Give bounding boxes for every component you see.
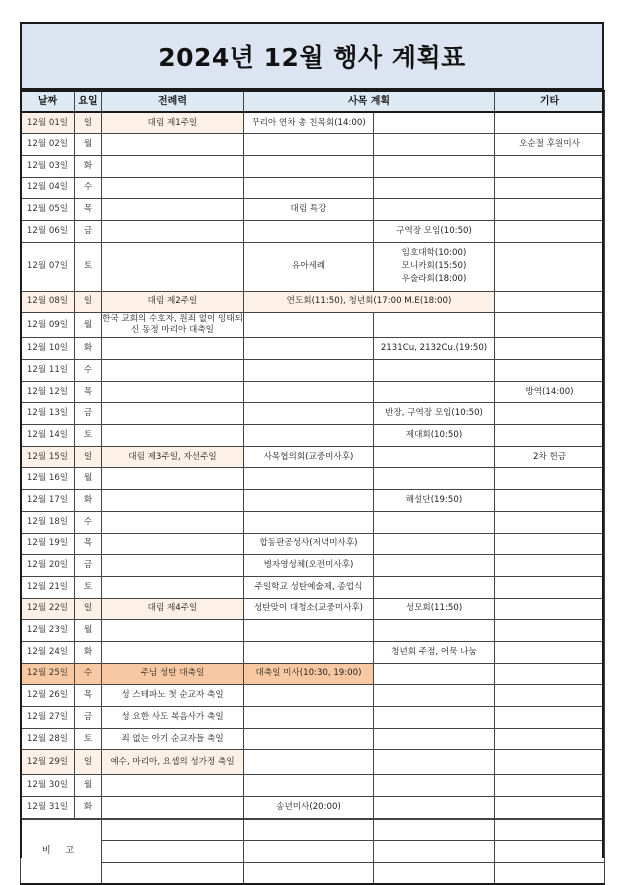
notes-cell[interactable]: [374, 863, 495, 885]
other-cell: [495, 576, 605, 598]
weekday-cell: 화: [75, 490, 102, 512]
table-row: [21, 177, 605, 199]
weekday-cell: 수: [75, 177, 102, 199]
header-other: 기타: [495, 91, 605, 112]
liturgy-cell: [102, 242, 244, 291]
other-cell: [495, 797, 605, 819]
date-cell: 12월 03일: [21, 155, 75, 177]
table-row: [21, 555, 605, 577]
notes-cell[interactable]: [495, 841, 605, 863]
table-row: [21, 425, 605, 447]
weekday-cell: 목: [75, 381, 102, 403]
date-cell: 12월 15일: [21, 446, 75, 468]
event-cell-1: 유아세례: [244, 242, 374, 291]
table-row: [21, 620, 605, 642]
event-cell-1: [244, 490, 374, 512]
header-events: 사목 계획: [244, 91, 495, 112]
header-liturgy: 전례력: [102, 91, 244, 112]
liturgy-cell: 죄 없는 아기 순교자들 축일: [102, 728, 244, 750]
event-cell-1: [244, 685, 374, 707]
event-cell-2: 해설단(19:50): [374, 490, 495, 512]
date-cell: 12월 09일: [21, 313, 75, 338]
other-cell: [495, 112, 605, 134]
event-cell-2: 반장, 구역장 모임(10:50): [374, 403, 495, 425]
weekday-cell: 일: [75, 598, 102, 620]
liturgy-cell: [102, 641, 244, 663]
event-cell-2: 제대회(10:50): [374, 425, 495, 447]
notes-table: [20, 819, 605, 885]
event-cell-2: [374, 576, 495, 598]
event-cell-2: [374, 533, 495, 555]
event-cell-1: [244, 620, 374, 642]
event-cell-1: [244, 728, 374, 750]
header-date: 날짜: [21, 91, 75, 112]
date-cell: 12월 21일: [21, 576, 75, 598]
event-cell-2: [374, 313, 495, 338]
date-cell: 12월 08일: [21, 291, 75, 313]
table-row: [21, 291, 605, 313]
events-merged-cell: 연도회(11:50), 청년회(17:00 M.E(18:00): [244, 291, 495, 313]
date-cell: 12월 07일: [21, 242, 75, 291]
event-cell-1: 대림 특강: [244, 199, 374, 221]
table-row: [21, 338, 605, 360]
event-cell-1: [244, 775, 374, 797]
event-line: 모니카회(15:50): [401, 261, 467, 272]
liturgy-cell: [102, 797, 244, 819]
weekday-cell: 금: [75, 707, 102, 729]
table-row: [21, 797, 605, 819]
date-cell: 12월 04일: [21, 177, 75, 199]
liturgy-cell: [102, 533, 244, 555]
schedule-table: [20, 90, 605, 819]
event-cell-2: [374, 360, 495, 382]
liturgy-cell: [102, 576, 244, 598]
liturgy-cell: 대림 제1주일: [102, 112, 244, 134]
date-cell: 12월 18일: [21, 511, 75, 533]
date-cell: 12월 29일: [21, 750, 75, 775]
event-cell-1: 성탄맞이 대청소(교중미사후): [244, 598, 374, 620]
other-cell: [495, 641, 605, 663]
notes-label: 비 고: [21, 819, 102, 884]
event-cell-1: 대축일 미사(10:30, 19:00): [244, 663, 374, 685]
other-cell: 2차 헌금: [495, 446, 605, 468]
date-cell: 12월 19일: [21, 533, 75, 555]
event-cell-1: [244, 220, 374, 242]
weekday-cell: 화: [75, 155, 102, 177]
weekday-cell: 금: [75, 220, 102, 242]
liturgy-cell: [102, 490, 244, 512]
event-cell-1: [244, 468, 374, 490]
date-cell: 12월 01일: [21, 112, 75, 134]
date-cell: 12월 05일: [21, 199, 75, 221]
notes-cell[interactable]: [244, 841, 374, 863]
date-cell: 12월 02일: [21, 134, 75, 156]
liturgy-cell: [102, 555, 244, 577]
liturgy-cell: 성 스테파노 첫 순교자 축일: [102, 685, 244, 707]
other-cell: [495, 220, 605, 242]
notes-cell[interactable]: [374, 841, 495, 863]
weekday-cell: 목: [75, 533, 102, 555]
event-cell-2: [374, 555, 495, 577]
event-cell-2: [374, 112, 495, 134]
other-cell: [495, 242, 605, 291]
event-cell-2: 2131Cu, 2132Cu.(19:50): [374, 338, 495, 360]
date-cell: 12월 25일: [21, 663, 75, 685]
table-row: [21, 155, 605, 177]
liturgy-cell: [102, 511, 244, 533]
other-cell: [495, 775, 605, 797]
weekday-cell: 월: [75, 775, 102, 797]
event-line: 우술라회(18:00): [401, 274, 467, 285]
other-cell: [495, 338, 605, 360]
weekday-cell: 화: [75, 797, 102, 819]
table-row: [21, 403, 605, 425]
date-cell: 12월 17일: [21, 490, 75, 512]
weekday-cell: 월: [75, 313, 102, 338]
event-cell-1: 사목협의회(교중미사후): [244, 446, 374, 468]
date-cell: 12월 11일: [21, 360, 75, 382]
event-cell-1: 송년미사(20:00): [244, 797, 374, 819]
event-cell-2: [374, 199, 495, 221]
event-cell-1: [244, 381, 374, 403]
event-cell-1: 꾸리아 연차 총 친목회(14:00): [244, 112, 374, 134]
event-cell-2: [374, 663, 495, 685]
event-cell-1: [244, 177, 374, 199]
weekday-cell: 수: [75, 360, 102, 382]
liturgy-cell: 한국 교회의 수호자, 원죄 없이 잉태되신 동정 마리아 대축일: [102, 313, 244, 338]
weekday-cell: 목: [75, 685, 102, 707]
table-row: [21, 641, 605, 663]
liturgy-cell: [102, 468, 244, 490]
other-cell: [495, 360, 605, 382]
table-row: [21, 313, 605, 338]
table-row: [21, 360, 605, 382]
table-row: [21, 685, 605, 707]
liturgy-cell: 대림 제2주일: [102, 291, 244, 313]
table-row: [21, 490, 605, 512]
liturgy-cell: [102, 155, 244, 177]
event-cell-2: [374, 134, 495, 156]
date-cell: 12월 20일: [21, 555, 75, 577]
event-line: 임호대학(10:00): [401, 248, 467, 259]
weekday-cell: 월: [75, 134, 102, 156]
table-row: [21, 775, 605, 797]
liturgy-cell: 예수, 마리아, 요셉의 성가정 축일: [102, 750, 244, 775]
other-cell: [495, 511, 605, 533]
page-title: 2024년 12월 행사 계획표: [20, 22, 604, 90]
schedule-body: [21, 112, 605, 818]
event-cell-1: 합동판공성사(저녁미사후): [244, 533, 374, 555]
event-cell-2: [374, 381, 495, 403]
event-cell-2: [374, 750, 495, 775]
header-row: [21, 91, 605, 112]
liturgy-cell: [102, 620, 244, 642]
other-cell: [495, 425, 605, 447]
event-cell-1: [244, 707, 374, 729]
weekday-cell: 수: [75, 511, 102, 533]
weekday-cell: 일: [75, 112, 102, 134]
other-cell: [495, 313, 605, 338]
weekday-cell: 토: [75, 576, 102, 598]
event-cell-2: [374, 155, 495, 177]
table-row: [21, 468, 605, 490]
event-cell-1: [244, 425, 374, 447]
table-row: [21, 220, 605, 242]
date-cell: 12월 10일: [21, 338, 75, 360]
event-cell-1: [244, 313, 374, 338]
other-cell: [495, 598, 605, 620]
weekday-cell: 목: [75, 199, 102, 221]
liturgy-cell: 대림 제3주일, 자선주일: [102, 446, 244, 468]
other-cell: [495, 555, 605, 577]
event-cell-2: 구역장 모임(10:50): [374, 220, 495, 242]
table-row: [21, 533, 605, 555]
event-cell-2: [374, 728, 495, 750]
table-row: [21, 242, 605, 291]
liturgy-cell: [102, 775, 244, 797]
event-cell-1: [244, 338, 374, 360]
event-cell-2: [374, 446, 495, 468]
event-cell-2: [374, 242, 495, 291]
liturgy-cell: 대림 제4주일: [102, 598, 244, 620]
table-row: [21, 446, 605, 468]
weekday-cell: 토: [75, 728, 102, 750]
event-cell-2: [374, 620, 495, 642]
notes-cell[interactable]: [374, 819, 495, 841]
notes-cell[interactable]: [244, 863, 374, 885]
table-row: [21, 728, 605, 750]
liturgy-cell: [102, 425, 244, 447]
date-cell: 12월 31일: [21, 797, 75, 819]
other-cell: [495, 468, 605, 490]
weekday-cell: 금: [75, 403, 102, 425]
table-row: [21, 134, 605, 156]
date-cell: 12월 12일: [21, 381, 75, 403]
other-cell: [495, 291, 605, 313]
event-cell-1: [244, 155, 374, 177]
event-cell-2: [374, 797, 495, 819]
date-cell: 12월 23일: [21, 620, 75, 642]
date-cell: 12월 06일: [21, 220, 75, 242]
notes-cell[interactable]: [495, 863, 605, 885]
date-cell: 12월 30일: [21, 775, 75, 797]
event-cell-2: 청년회 주점, 어묵 나눔: [374, 641, 495, 663]
event-cell-2: [374, 468, 495, 490]
liturgy-cell: [102, 220, 244, 242]
weekday-cell: 수: [75, 663, 102, 685]
event-cell-2: 성모회(11:50): [374, 598, 495, 620]
other-cell: [495, 750, 605, 775]
notes-cell[interactable]: [102, 863, 244, 885]
date-cell: 12월 27일: [21, 707, 75, 729]
event-cell-1: 병자영성체(오전미사후): [244, 555, 374, 577]
weekday-cell: 월: [75, 468, 102, 490]
weekday-cell: 금: [75, 555, 102, 577]
liturgy-cell: 주님 성탄 대축일: [102, 663, 244, 685]
weekday-cell: 일: [75, 750, 102, 775]
table-row: [21, 598, 605, 620]
event-cell-2: [374, 775, 495, 797]
other-cell: [495, 199, 605, 221]
date-cell: 12월 14일: [21, 425, 75, 447]
date-cell: 12월 24일: [21, 641, 75, 663]
other-cell: 방역(14:00): [495, 381, 605, 403]
liturgy-cell: [102, 338, 244, 360]
event-cell-1: 주일학교 성탄예술제, 종업식: [244, 576, 374, 598]
event-cell-2: [374, 177, 495, 199]
notes-cell[interactable]: [244, 819, 374, 841]
weekday-cell: 토: [75, 242, 102, 291]
event-cell-1: [244, 641, 374, 663]
event-cell-2: [374, 707, 495, 729]
liturgy-cell: [102, 360, 244, 382]
header-weekday: 요일: [75, 91, 102, 112]
table-row: [21, 750, 605, 775]
liturgy-cell: [102, 177, 244, 199]
date-cell: 12월 13일: [21, 403, 75, 425]
weekday-cell: 월: [75, 620, 102, 642]
date-cell: 12월 16일: [21, 468, 75, 490]
table-row: [21, 576, 605, 598]
event-cell-1: [244, 403, 374, 425]
date-cell: 12월 28일: [21, 728, 75, 750]
other-cell: [495, 490, 605, 512]
other-cell: [495, 155, 605, 177]
date-cell: 12월 26일: [21, 685, 75, 707]
other-cell: [495, 663, 605, 685]
other-cell: [495, 177, 605, 199]
date-cell: 12월 22일: [21, 598, 75, 620]
weekday-cell: 일: [75, 446, 102, 468]
other-cell: [495, 533, 605, 555]
other-cell: [495, 728, 605, 750]
weekday-cell: 화: [75, 338, 102, 360]
event-cell-1: [244, 511, 374, 533]
table-row: [21, 199, 605, 221]
liturgy-cell: [102, 134, 244, 156]
event-cell-2: [374, 511, 495, 533]
weekday-cell: 토: [75, 425, 102, 447]
table-row: [21, 112, 605, 134]
table-row: [21, 381, 605, 403]
notes-cell[interactable]: [102, 819, 244, 841]
weekday-cell: 일: [75, 291, 102, 313]
other-cell: [495, 403, 605, 425]
event-cell-2: [374, 685, 495, 707]
other-cell: 오순절 후원미사: [495, 134, 605, 156]
other-cell: [495, 685, 605, 707]
table-row: [21, 511, 605, 533]
notes-cell[interactable]: [495, 819, 605, 841]
liturgy-cell: 성 요한 사도 복음사가 축일: [102, 707, 244, 729]
other-cell: [495, 707, 605, 729]
weekday-cell: 화: [75, 641, 102, 663]
schedule-sheet: [20, 22, 604, 885]
table-row: [21, 663, 605, 685]
liturgy-cell: [102, 403, 244, 425]
event-cell-1: [244, 134, 374, 156]
other-cell: [495, 620, 605, 642]
event-cell-1: [244, 750, 374, 775]
liturgy-cell: [102, 199, 244, 221]
table-row: [21, 707, 605, 729]
notes-cell[interactable]: [102, 841, 244, 863]
liturgy-cell: [102, 381, 244, 403]
event-cell-1: [244, 360, 374, 382]
